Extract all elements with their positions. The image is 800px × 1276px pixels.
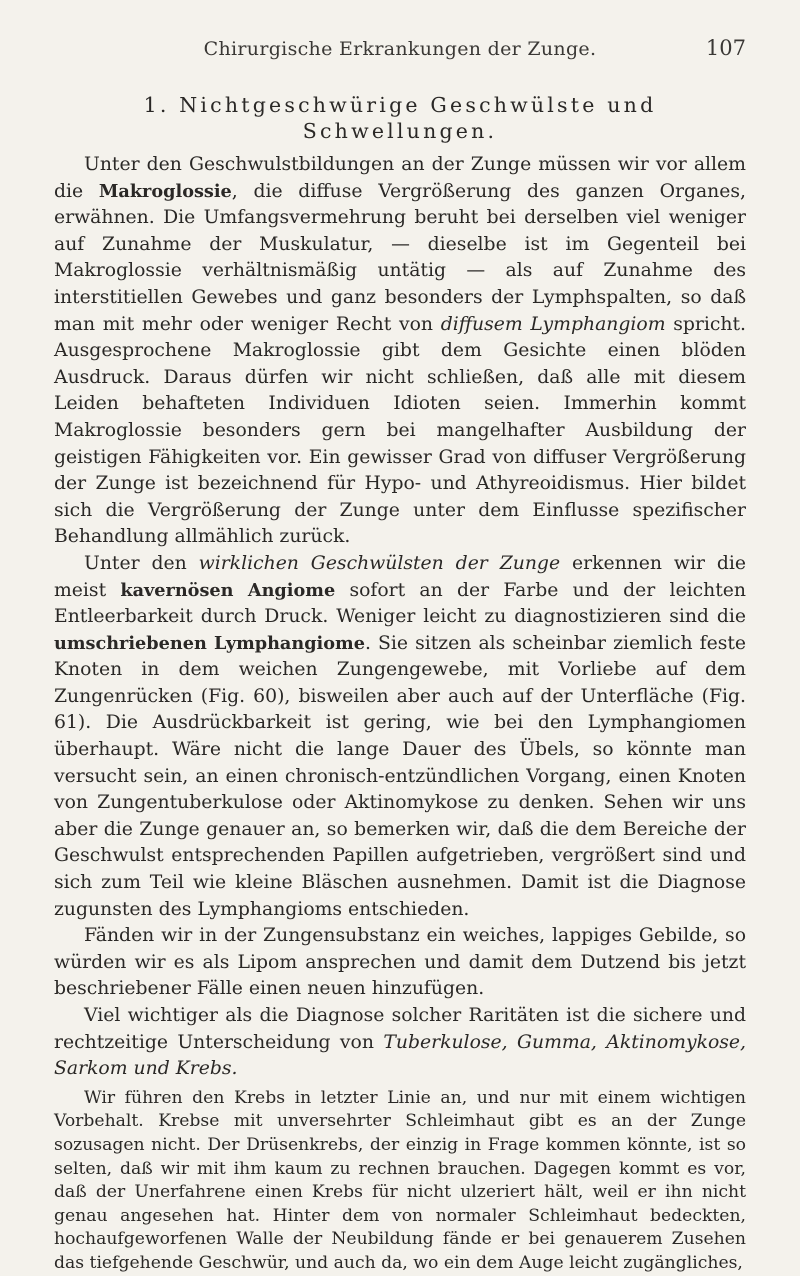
text-run: , die diffuse Vergrößerung des ganzen Organes, erwähnen. Die Umfangsvermehrung beruht bei derselben viel weniger auf Zunahme der Muskulatur, — dieselbe ist im Gegenteil bei Makroglossie verhältnismäßig untätig — als auf Zunahme des interstitiellen Gewebes und ganz besonders der Lymphspalten, so daß man mit mehr oder weniger Recht von [54, 180, 746, 335]
text-run: erkennen wir die meist [54, 552, 746, 601]
section-heading-line-1: 1. Nichtgeschwürige Geschwülste und [143, 93, 657, 117]
bold-term: kavernösen Angiome [120, 579, 336, 601]
running-title: Chirurgische Erkrankungen der Zunge. [203, 38, 597, 60]
text-run: spricht. Ausgesprochene Makroglossie gibt dem Gesichte einen blöden Ausdruck. Daraus dürfen wir nicht schließen, daß alle mit diesem Leiden behafteten Individuen Idioten seien. Immerhin kommt Makroglossie besonders gern bei mangelhafter Ausbildung der geistigen Fähigkeiten vor. Ein gewisser Grad von diffuser Vergrößerung der Zunge ist bezeichnend für Hypo- und Athyreoidismus. Hier bildet sich die Vergrößerung der Zunge unter dem Einflusse spezifischer Behandlung allmählich zurück. [54, 313, 747, 548]
page-header [54, 38, 746, 68]
body-text [54, 152, 746, 1276]
text-run: sofort an der Farbe und der leichten Entleerbarkeit durch Druck. Weniger leicht zu diagnostizieren sind die [54, 579, 746, 628]
text-run: . Sie sitzen als scheinbar ziemlich feste Knoten in dem weichen Zungengewebe, mit Vorliebe auf dem Zungenrücken (Fig. 60), bisweilen aber auch auf der Unterfläche (Fig. 61). Die Ausdrückbarkeit ist gering, wie bei den Lymphangiomen überhaupt. Wäre nicht die lange Dauer des Übels, so könnte man versucht sein, an einen chronisch-entzündlichen Vorgang, einen Knoten von Zungentuberkulose oder Aktinomykose zu denken. Sehen wir uns aber die Zunge genauer an, so bemerken wir, daß die dem Bereiche der Geschwulst entsprechenden Papillen aufgetrieben, vergrößert sind und sich zum Teil wie kleine Bläschen ausnehmen. Damit ist die Diagnose zugunsten des Lymphangioms entschieden. [54, 632, 747, 920]
bold-term: umschriebenen Lymphangiome [54, 632, 365, 654]
paragraph [54, 923, 746, 1003]
page-number: 107 [705, 36, 746, 60]
paragraph [54, 551, 746, 923]
text-run: Unter den Geschwulstbildungen an der Zunge müssen wir vor allem die [54, 154, 746, 202]
text-run: Fänden wir in der Zungensubstanz ein weiches, lappiges Gebilde, so würden wir es als Lipom ansprechen und damit dem Dutzend bis jetzt beschriebener Fälle einen neuen hinzufügen. [54, 925, 746, 1000]
italic-term: Tuberkulose, Gumma, Aktinomykose, Sarkom und Krebs. [54, 1031, 747, 1080]
bold-term: Makroglossie [98, 180, 232, 202]
text-run: Viel wichtiger als die Diagnose solcher Raritäten ist die sichere und rechtzeitige Unterscheidung von [54, 1005, 746, 1053]
section-heading [54, 92, 746, 144]
text-run: Wir führen den Krebs in letzter Linie an, und nur mit einem wichtigen Vorbehalt. Krebse mit unversehrter Schleimhaut gibt es an der Zunge sozusagen nicht. Der Drüsenkrebs, der einzig in Frage kommen könnte, ist so selten, daß wir mit ihm kaum zu rechnen brauchen. Dagegen kommt es vor, daß der Unerfahrene einen Krebs für nicht ulzeriert hält, weil er ihn nicht genau angesehen hat. Hinter dem von normaler Schleimhaut bedeckten, hochaufgeworfenen Walle der Neubildung fände er bei genauerem Zusehen das tiefgehende Geschwür, und auch da, wo ein dem Auge leicht zugängliches, [54, 1087, 746, 1273]
italic-term: diffusem Lymphangiom [440, 313, 666, 335]
italic-term: wirklichen Geschwülsten der Zunge [198, 552, 561, 574]
paragraph [54, 1003, 746, 1083]
text-run: Unter den [84, 552, 199, 574]
paragraph-small-print [54, 1087, 746, 1276]
section-heading-line-2: Schwellungen. [302, 119, 498, 143]
paragraph [54, 152, 746, 551]
